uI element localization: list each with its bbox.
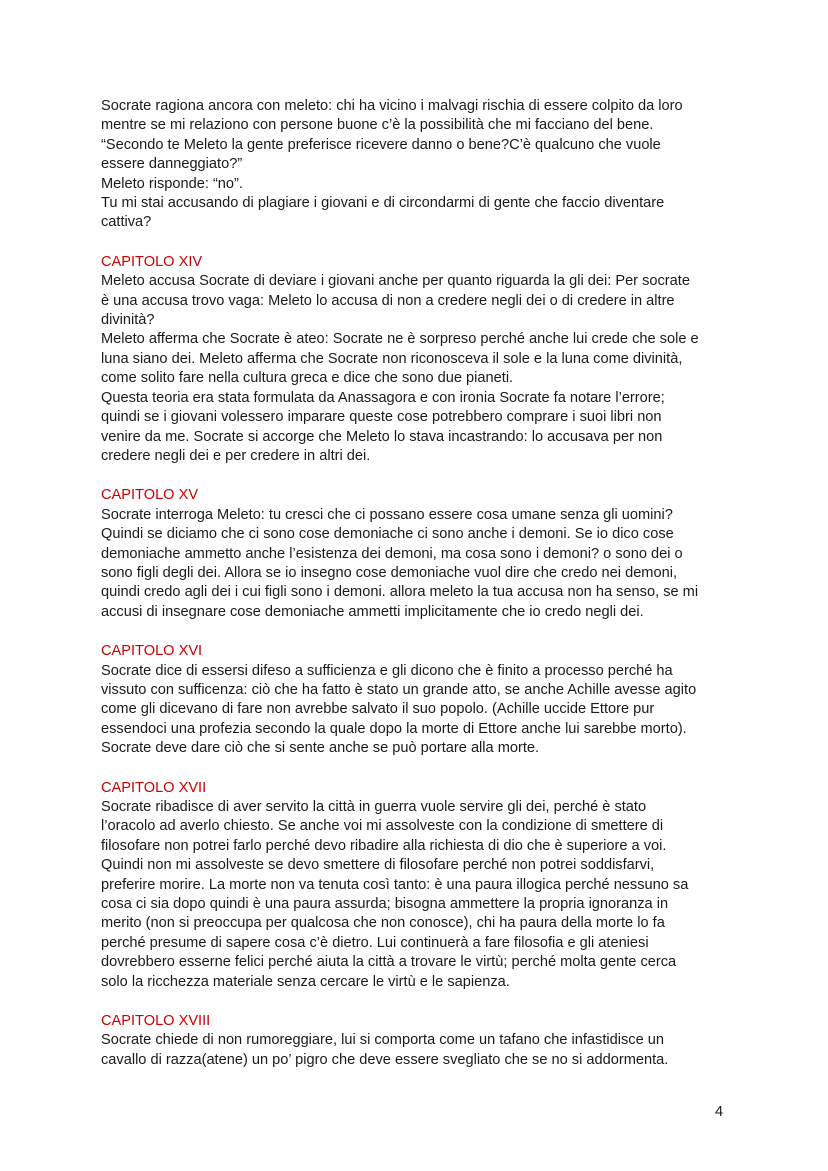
text-line: quindi credo agli dei i cui figli sono i demoni. allora meleto la tua accusa non ha senso, se mi [101,584,699,601]
text-line: “Secondo te Meleto la gente preferisce ricevere danno o bene?C’è qualcuno che vuole [101,136,661,153]
text-line: demoniache ammetto anche l’esistenza dei demoni, ma cosa sono i demoni? o sono dei o [101,545,683,562]
text-line: è una accusa trovo vaga: Meleto lo accusa di non a credere negli dei o di credere in altre [101,292,675,309]
text-line: Socrate ribadisce di aver servito la città in guerra vuole servire gli dei, perché è stato [101,799,647,815]
text-line: divinità? [101,312,155,329]
chapter-heading: CAPITOLO XVII [101,779,207,796]
chapter-xv [101,486,741,622]
chapter-xvi [101,642,741,758]
text-line: essere danneggiato?” [101,156,243,173]
text-line: filosofare non potrei farlo perché devo ribadire alla richiesta di dio che è superiore a voi. [101,837,667,854]
page-number: 4 [715,1104,724,1120]
text-line: Tu mi stai accusando di plagiare i giovani e di circondarmi di gente che faccio diventare [101,195,665,212]
text-line: Questa teoria era stata formulata da Anassagora e con ironia Socrate fa notare l’errore; [101,389,665,406]
text-line: Socrate ragiona ancora con meleto: chi ha vicino i malvagi rischia di essere colpito da loro [101,98,683,114]
text-line: come solito fare nella cultura greca e dice che sono due pianeti. [101,370,514,387]
text-line: vissuto con sufficenza: ciò che ha fatto è stato un grande atto, se anche Achille avesse agito [101,681,697,698]
text-line: Meleto afferma che Socrate è ateo: Socrate ne è sorpreso perché anche lui crede che sole e [101,331,699,348]
text-line: sono figli degli dei. Allora se io insegno cose demoniache vuol dire che credo nei demoni, [101,564,677,581]
chapter-xiv [101,253,741,466]
chapter-xvii [101,779,741,992]
intro-paragraph [101,97,741,233]
chapter-heading: CAPITOLO XV [101,487,199,504]
text-line: quindi se i giovani volessero imparare queste cose potrebbero comprare i suoi libri non [101,409,662,426]
text-line: Socrate chiede di non rumoreggiare, lui si comporta come un tafano che infastidisce un [101,1032,664,1049]
text-line: come gli dicevano di fare non avrebbe salvato il suo popolo. (Achille uccide Ettore pur [101,701,655,718]
text-line: Quindi non mi assolveste se devo smettere di filosofare perché non potrei soddisfarvi, [101,857,655,874]
text-line: cavallo di razza(atene) un po’ pigro che deve essere svegliato che se no si addormenta. [101,1051,669,1068]
text-line: dovrebbero esserne felici perché aiuta la città a trovare le virtù; perché molta gente cerca [101,954,677,971]
chapter-heading: CAPITOLO XVIII [101,1013,211,1030]
text-line: solo la ricchezza materiale senza cercare le virtù e le sapienza. [101,973,510,990]
text-line: perché presume di sapere cosa c’è dietro. Lui continuerà a fare filosofia e gli ateniesi [101,934,649,951]
text-line: Socrate dice di essersi difeso a sufficienza e gli dicono che è finito a processo perché ha [101,662,673,679]
text-line: Socrate interroga Meleto: tu cresci che ci possano essere cosa umane senza gli uomini? [101,506,673,523]
text-line: Socrate deve dare ciò che si sente anche se può portare alla morte. [101,740,540,757]
text-line: merito (non si preoccupa per qualcosa che non conosce), chi ha paura della morte lo fa [101,915,665,932]
text-line: venire da me. Socrate si accorge che Meleto lo stava incastrando: lo accusava per non [101,428,663,445]
text-line: mentre se mi relaziono con persone buone c’è la possibilità che mi facciano del bene. [101,117,654,134]
text-line: l’oracolo ad averlo chiesto. Se anche voi mi assolveste con la condizione di smettere di [101,818,664,835]
chapter-heading: CAPITOLO XIV [101,253,203,270]
document-body [101,97,741,1070]
text-line: essendoci una profezia secondo la quale dopo la morte di Ettore anche lui sarebbe morto). [101,720,687,737]
text-line: luna siano dei. Meleto afferma che Socrate non riconosceva il sole e la luna come divinità, [101,350,683,367]
chapter-heading: CAPITOLO XVI [101,643,203,660]
chapter-xviii [101,1012,741,1070]
text-line: Meleto risponde: “no”. [101,175,243,192]
text-line: Meleto accusa Socrate di deviare i giovani anche per quanto riguarda la gli dei: Per socrate [101,273,690,290]
text-line: Quindi se diciamo che ci sono cose demoniache ci sono anche i demoni. Se io dico cose [101,526,674,543]
text-line: cattiva? [101,214,152,231]
text-line: accusi di insegnare cose demoniache ammetti implicitamente che io credo negli dei. [101,603,644,620]
text-line: cosa ci sia dopo quindi è una paura assurda; bisogna ammettere la propria ignoranza in [101,896,669,913]
text-line: preferire morire. La morte non va tenuta così tanto: è una paura illogica perché nessuno sa [101,876,689,893]
text-line: credere negli dei e per credere in altri dei. [101,447,371,464]
